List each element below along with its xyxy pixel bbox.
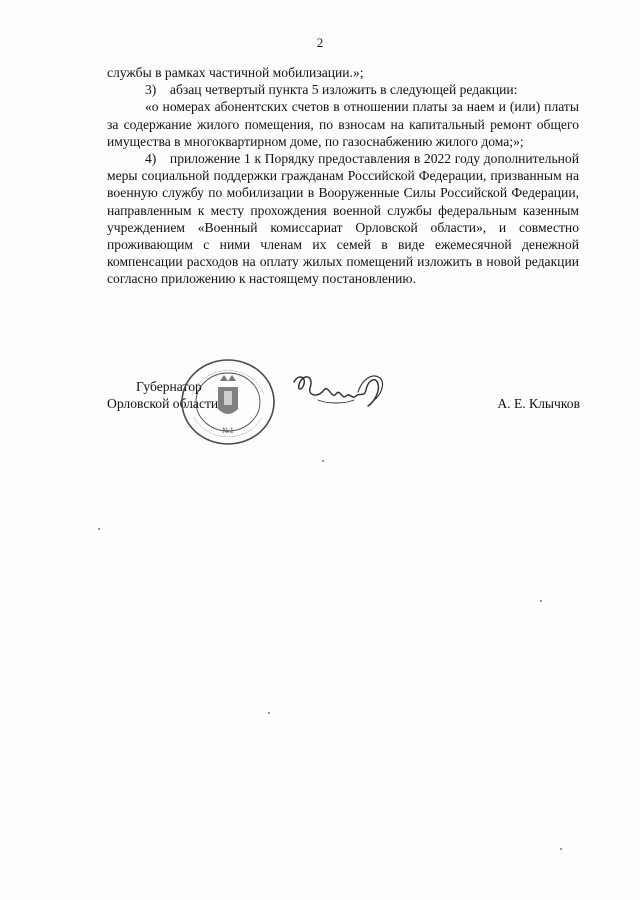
- signatory-name: А. Е. Клычков: [497, 396, 580, 411]
- handwritten-signature-icon: [288, 370, 388, 420]
- signatory-title-line2: Орловской области: [107, 396, 219, 411]
- scan-speck: [560, 848, 562, 850]
- svg-text:№1: №1: [222, 426, 234, 435]
- paragraph-continuation: службы в рамках частичной мобилизации.»;: [107, 65, 364, 80]
- scan-speck: [540, 600, 542, 602]
- scan-speck: [322, 460, 324, 462]
- scan-speck: [98, 528, 100, 530]
- official-seal-icon: [178, 357, 278, 447]
- paragraph-item-4: 4) приложение 1 к Порядку предоставления в 2022 году дополнительной меры социальной поддержки гражданам Российской Федерации, призванным на военную службу по мобилизации в Вооруженные Силы Российской Федерации, направленным к месту прохождения военной службы федеральным казенным учреждением «Военный комиссариат Орловской области», и совместно проживающим с ними членам их семей в виде ежемесячной денежной компенсации расходов на оплату жилых помещений изложить в новой редакции согласно приложению к настоящему постановлению.: [107, 151, 579, 287]
- paragraph-quoted-text: «о номерах абонентских счетов в отношении платы за наем и (или) платы за содержание жилого помещения, по взносам на капитальный ремонт общего имущества в многоквартирном доме, по газоснабжению жилого дома;»;: [107, 99, 579, 149]
- paragraph-item-3: 3) абзац четвертый пункта 5 изложить в следующей редакции:: [145, 82, 518, 98]
- document-body: [107, 64, 579, 288]
- signatory-title-line1: Губернатор: [136, 379, 202, 394]
- page-number: 2: [316, 35, 324, 50]
- scan-speck: [268, 712, 270, 714]
